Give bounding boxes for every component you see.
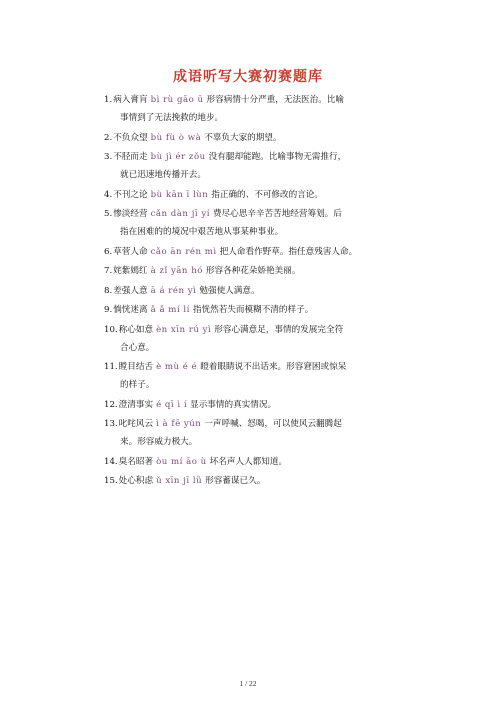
- item-first-line: [104, 132, 440, 144]
- idiom-term: 差强人意: [113, 285, 148, 296]
- idiom-definition-continued: 合心意。: [120, 342, 155, 353]
- page-number: 1 / 22: [239, 679, 257, 688]
- idiom-pinyin: èn xīn rú yì: [156, 324, 212, 335]
- item-first-line: [104, 475, 440, 487]
- list-item: [104, 361, 440, 391]
- idiom-pinyin: bì rù gāo ū: [150, 95, 204, 105]
- item-first-line: [104, 324, 440, 336]
- idiom-term: 称心如意: [118, 324, 154, 335]
- idiom-pinyin: cǎn dàn jī yí: [150, 209, 210, 219]
- list-item: [104, 456, 440, 468]
- idiom-term: 处心积虑: [118, 476, 154, 486]
- item-number: 11.: [104, 362, 118, 372]
- idiom-definition: 一声呼喊、怒喝，可以使风云翻腾起: [204, 419, 342, 429]
- idiom-term: 草菅人命: [113, 246, 148, 257]
- idiom-term: 不刊之论: [113, 189, 148, 200]
- item-first-line: [104, 265, 440, 277]
- idiom-definition-continued: 来。形容威力极大。: [120, 437, 198, 447]
- idiom-term: 叱咤风云: [118, 419, 154, 429]
- item-first-line: [104, 285, 440, 297]
- idiom-pinyin: ì à fē yún: [156, 419, 202, 429]
- item-number: 10.: [104, 324, 118, 335]
- idiom-term: 澄清事实: [118, 399, 154, 410]
- list-item: [104, 418, 440, 448]
- idiom-definition: 费尽心思辛辛苦苦地经营筹划。后: [212, 209, 342, 219]
- idiom-definition-continued: 事情到了无法挽救的地步。: [120, 113, 224, 123]
- idiom-term: 病入膏肓: [113, 95, 148, 105]
- idiom-pinyin: è mù é é: [156, 362, 198, 372]
- item-first-line: [104, 304, 440, 316]
- item-number: 4.: [104, 189, 113, 200]
- idiom-definition: 不辜负大家的期望。: [204, 132, 282, 143]
- idiom-pinyin: ǎ ǎ mí lí: [150, 305, 190, 315]
- idiom-term: 不负众望: [113, 132, 148, 143]
- item-first-line: [104, 399, 440, 411]
- item-number: 5.: [104, 209, 113, 219]
- idiom-pinyin: bù kān ī lùn: [150, 189, 209, 200]
- item-number: 14.: [104, 456, 118, 467]
- list-item: [104, 246, 440, 258]
- item-first-line: [104, 208, 440, 220]
- list-item: [104, 399, 440, 411]
- idiom-term: 臭名昭著: [118, 456, 154, 467]
- idiom-definition: 没有腿却能跑。比喻事物无需推行，: [208, 152, 347, 162]
- idiom-pinyin: é qī ì í: [156, 399, 188, 410]
- idiom-term: 姹紫嫣红: [113, 266, 148, 276]
- list-item: [104, 94, 440, 124]
- idiom-pinyin: òu mí āo ù: [156, 456, 207, 467]
- item-number: 3.: [104, 152, 113, 162]
- item-number: 8.: [104, 285, 113, 296]
- idiom-pinyin: à zǐ yān hó: [150, 266, 203, 276]
- idiom-definition: 指恍然若失而模糊不清的样子。: [192, 305, 314, 315]
- item-first-line: [104, 189, 440, 201]
- list-item: [104, 265, 440, 277]
- idiom-pinyin: bù fù ò wà: [150, 132, 202, 143]
- idiom-definition: 瞪着眼睛说不出话来。形容窘困或惊呆: [200, 362, 347, 372]
- item-first-line: [104, 418, 440, 430]
- item-number: 9.: [104, 305, 113, 315]
- idiom-pinyin: ǔ xīn jī lǜ: [156, 476, 203, 486]
- item-number: 2.: [104, 132, 113, 143]
- idiom-term: 不胫而走: [113, 152, 148, 162]
- item-first-line: [104, 246, 440, 258]
- idiom-definition: 勉强使人满意。: [199, 285, 260, 296]
- item-number: 15.: [104, 476, 118, 486]
- idiom-term: 惨淡经营: [113, 209, 148, 219]
- idiom-definition: 坏名声人人都知道。: [209, 456, 288, 467]
- item-number: 13.: [104, 419, 118, 429]
- idiom-definition-continued: 指在困难的的境况中艰苦地从事某种事业。: [120, 227, 284, 237]
- idiom-pinyin: cǎo ān rén mì: [150, 246, 217, 257]
- idiom-definition: 形容蓄谋已久。: [205, 476, 266, 486]
- list-item: [104, 151, 440, 181]
- idiom-definition: 指正确的、不可修改的言论。: [211, 189, 323, 200]
- list-item: [104, 304, 440, 316]
- list-item: [104, 132, 440, 144]
- item-first-line: [104, 361, 440, 373]
- idiom-pinyin: bù jì ér zǒu: [150, 152, 206, 162]
- idiom-term: 瞠目结舌: [118, 362, 154, 372]
- item-number: 7.: [104, 266, 113, 276]
- idiom-pinyin: ā á rén yì: [150, 285, 197, 296]
- idiom-definition: 形容各种花朵娇艳美丽。: [205, 266, 301, 276]
- idiom-list: [104, 94, 440, 495]
- idiom-definition: 显示事情的真实情况。: [190, 399, 277, 410]
- list-item: [104, 285, 440, 297]
- item-number: 1.: [104, 95, 113, 105]
- idiom-term: 惝恍迷离: [113, 305, 148, 315]
- item-first-line: [104, 456, 440, 468]
- idiom-definition-continued: 就已迅速地传播开去。: [120, 170, 206, 180]
- idiom-definition: 形容心满意足，事情的发展完全符: [214, 324, 344, 335]
- idiom-definition: 形容病情十分严重，无法医治。比喻: [206, 95, 345, 105]
- idiom-definition: 把人命看作野草。指任意残害人命。: [219, 246, 358, 257]
- list-item: [104, 208, 440, 238]
- page-title: 成语听写大赛初赛题库: [173, 69, 323, 85]
- item-first-line: [104, 151, 440, 163]
- idiom-definition-continued: 的样子。: [120, 380, 155, 390]
- list-item: [104, 324, 440, 354]
- item-first-line: [104, 94, 440, 106]
- item-number: 12.: [104, 399, 118, 410]
- item-number: 6.: [104, 246, 113, 257]
- list-item: [104, 189, 440, 201]
- list-item: [104, 475, 440, 487]
